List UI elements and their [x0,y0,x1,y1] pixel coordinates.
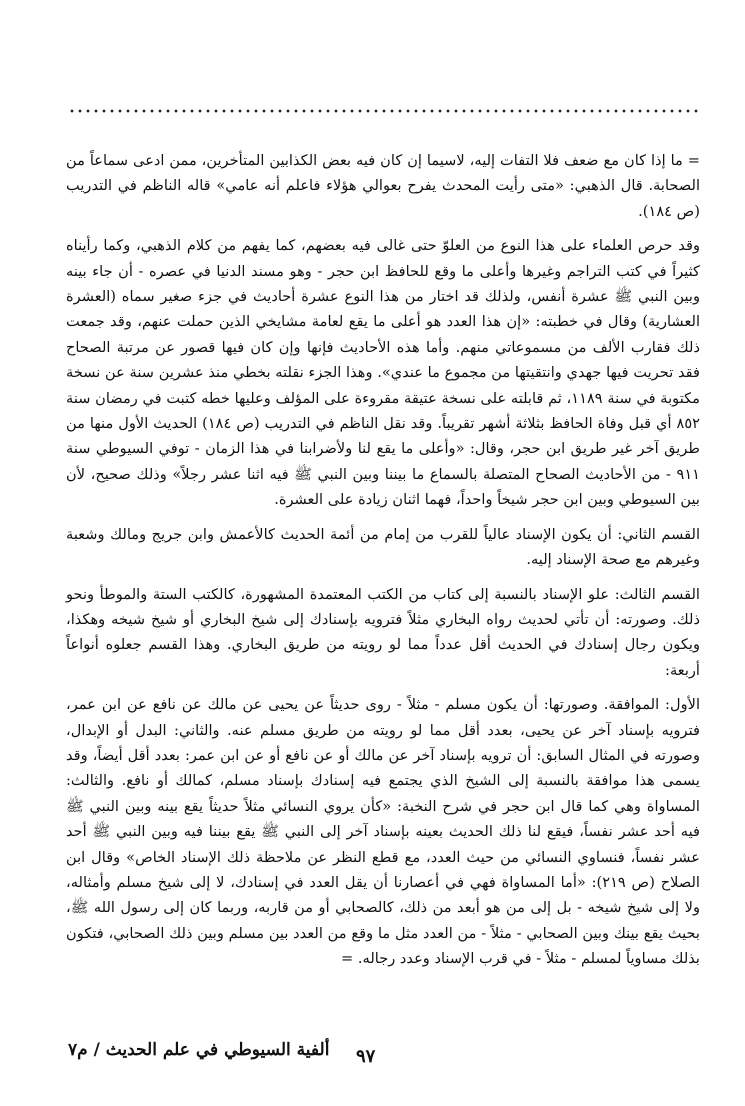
footer-book-title: ألفية السيوطي في علم الحديث / م٧ [68,1040,330,1060]
paragraph-footnote-continuation: = ما إذا كان مع ضعف فلا التفات إليه، لاسيما إن كان فيه بعض الكذابين المتأخرين، ممن ادعى سماعاً من الصحابة. قال الذهبي: «متى رأيت المحدث يفرح بعوالي هؤلاء فاعلم أنه عامي» قاله الناظم في التدريب (ص ١٨٤). [66,152,700,220]
paragraph-second-section: القسم الثاني: أن يكون الإسناد عالياً للقرب من إمام من أئمة الحديث كالأعمش وابن جريج ومالك وشعبة وغيرهم مع صحة الإسناد إليه. [66,525,700,569]
page-number: ٩٧ [356,1046,376,1067]
main-text [66,148,700,972]
paragraph-types: الأول: الموافقة. وصورتها: أن يكون مسلم - مثلاً - روى حديثاً عن يحيى عن مالك عن نافع عن ابن عمر، فترويه بإسناد آخر عن يحيى، بعدد أقل مما لو رويته من طريق مسلم عنه. والثاني: البدل أو الإبدال، وصورته في المثال السابق: أن ترويه بإسناد آخر عن مالك أو عن نافع أو عن ابن عمر: بعدد أقل أيضاً، وقد يسمى هذا موافقة بالنسبة إلى الشيخ الذي يجتمع فيه إسنادك بإسناد مسلم، كمالك أو نافع. والثالث: المساواة وهي كما قال ابن حجر في شرح النخبة: «كأن يروي النسائي مثلاً حديثاً يقع بينه وبين النبي ﷺ فيه أحد عشر نفساً، فيقع لنا ذلك الحديث بعينه بإسناد آخر إلى النبي ﷺ يقع بيننا فيه وبين النبي ﷺ أحد عشر نفساً، فنساوي النسائي من حيث العدد، مع قطع النظر عن ملاحظة ذلك الإسناد الخاص» وقال ابن الصلاح (ص ٢١٩): «أما المساواة فهي في أعصارنا أن يقل العدد في إسنادك، لا إلى شيخ مسلم وأمثاله، ولا إلى شيخ شيخه - بل إلى من هو أبعد من ذلك، كالصحابي أو من قاربه، وربما كان إلى رسول الله ﷺ، بحيث يقع بينك وبين الصحابي - مثلاً - من العدد مثل ما وقع من العدد بين مسلم وبين ذلك الصحابي، فتكون بذلك مساوياً لمسلم - مثلاً - في قرب الإسناد وعدد رجاله. = [66,696,700,968]
dotted-separator [68,108,698,114]
paragraph-ulama-concern: وقد حرص العلماء على هذا النوع من العلوّ حتى غالى فيه بعضهم، كما يفهم من كلام الذهبي، وكما رأيناه كثيراً في كتب التراجم وغيرها وأعلى ما وقع للحافظ ابن حجر - وهو مسند الدنيا في عصره - أن جاء بينه وبين النبي ﷺ عشرة أنفس، ولذلك قد اختار من هذا النوع عشرة أحاديث في جزء صغير سماه (العشرة العشارية) وقال في خطبته: «إن هذا العدد هو أعلى ما يقع لعامة مشايخي الذين حملت عنهم، وقد جمعت ذلك فقارب الألف من مسموعاتي منهم. وأما هذه الأحاديث فإنها وإن كان فيها قصور عن مرتبة الصحاح فقد تحريت فيها جهدي وانتقيتها من مجموع ما عندي». وهذا الجزء نقلته بخطي منذ عشرين سنة عن نسخة مكتوبة في سنة ١١٨٩، ثم قابلته على نسخة عتيقة مقروءة على المؤلف وعليها خطه كتبت في رمضان سنة ٨٥٢ أي قبل وفاة الحافظ بثلاثة أشهر تقريباً. وقد نقل الناظم في التدريب (ص ١٨٤) الحديث الأول منها من طريق آخر غير طريق ابن حجر، وقال: «وأعلى ما يقع لنا ولأضرابنا في هذا الزمان - توفي السيوطي سنة ٩١١ - من الأحاديث الصحاح المتصلة بالسماع ما بيننا وبين النبي ﷺ فيه اثنا عشر رجلاً» وذلك صحيح، لأن بين السيوطي وبين ابن حجر شيخاً واحداً، فهما اثنان زيادة على العشرة. [66,237,700,509]
paragraph-third-section: القسم الثالث: علو الإسناد بالنسبة إلى كتاب من الكتب المعتمدة المشهورة، كالكتب الستة والموطأ ونحو ذلك. وصورته: أن تأتي لحديث رواه البخاري مثلاً فترويه بإسنادك إلى شيخ البخاري أو شيخ شيخه وهكذا، ويكون رجال إسنادك في الحديث أقل عدداً مما لو رويته من طريق البخاري. وهذا القسم جعلوه أنواعاً أربعة: [66,585,700,679]
